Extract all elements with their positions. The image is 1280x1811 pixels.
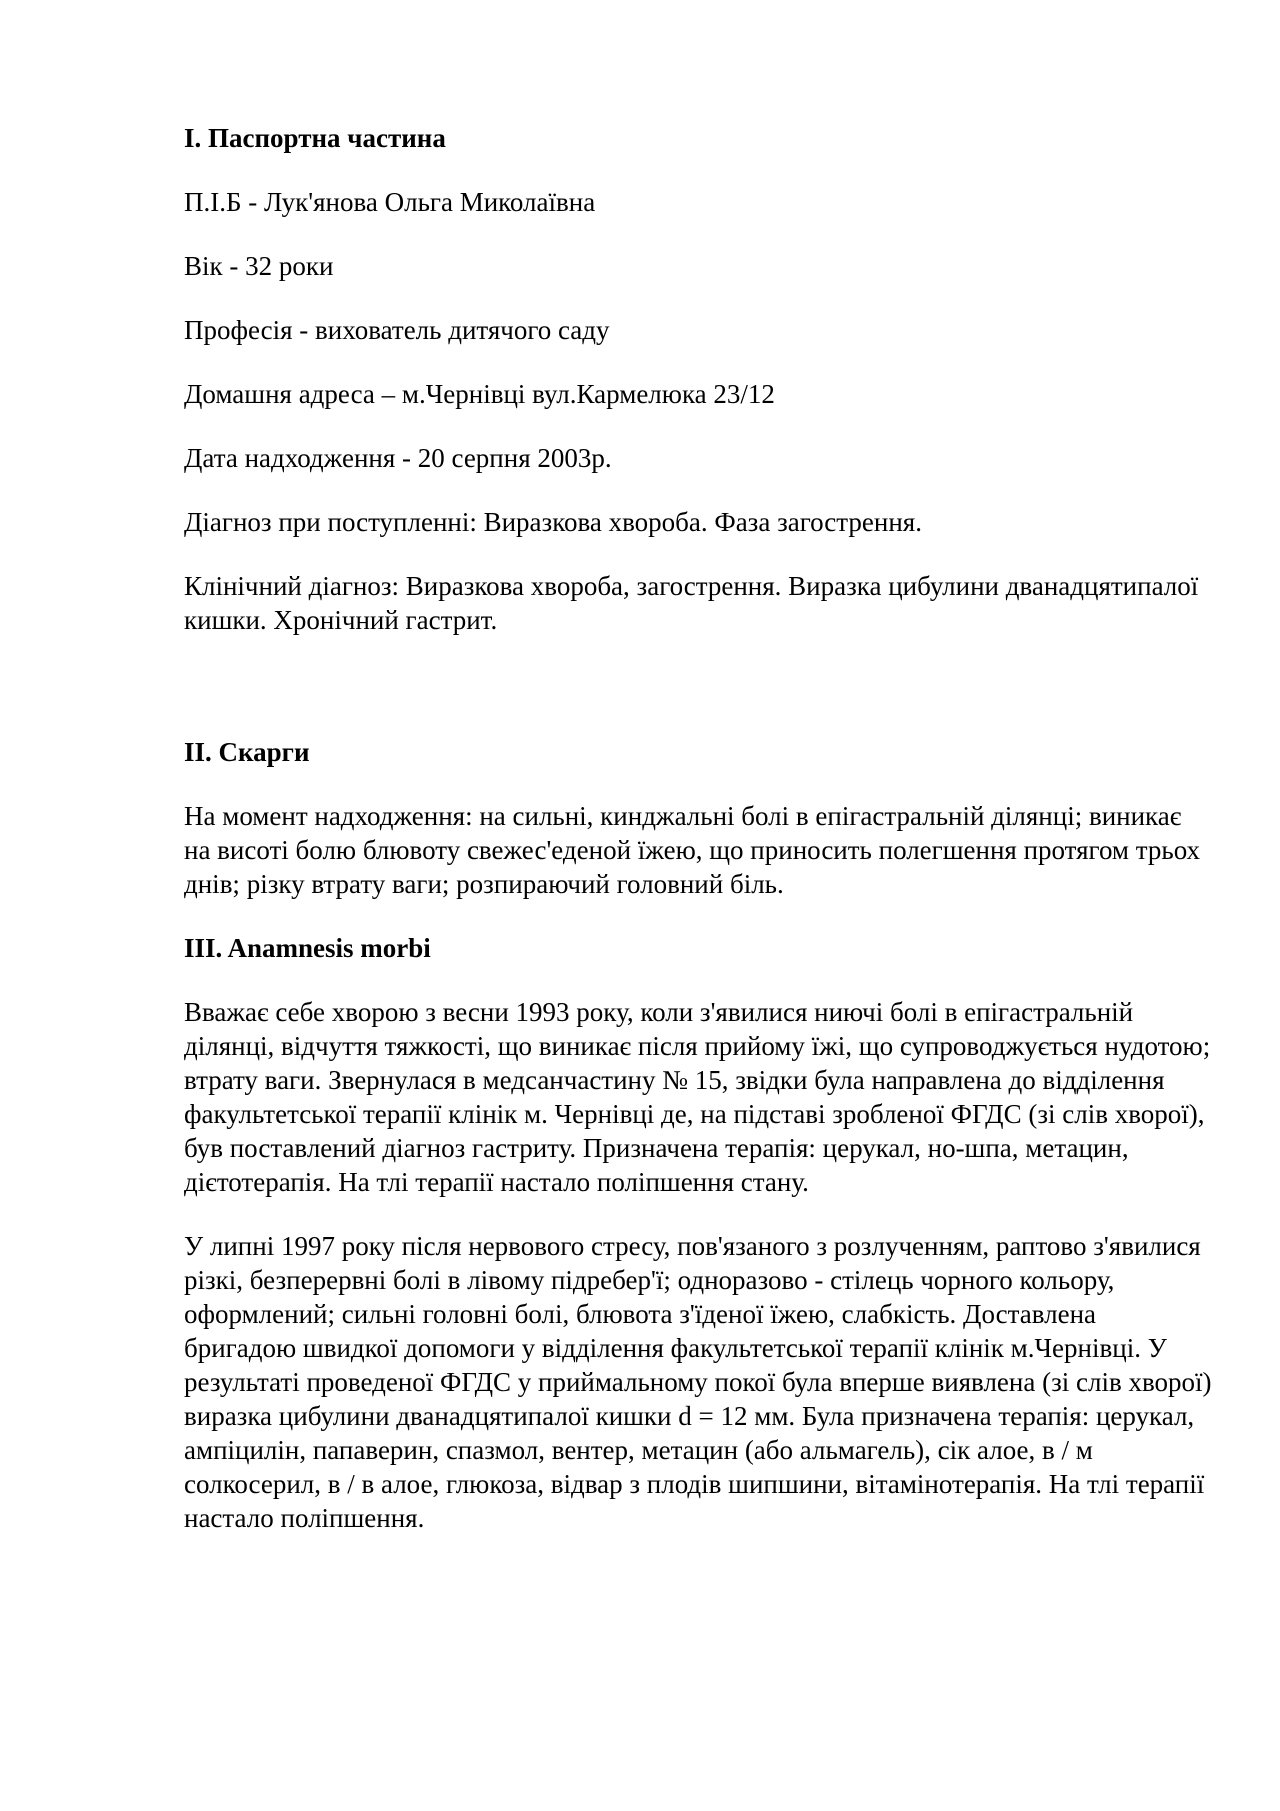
patient-address: Домашня адреса – м.Чернівці вул.Кармелюка 23/12	[184, 379, 775, 409]
document-page	[184, 121, 1214, 1565]
section-heading-complaints: II. Скарги	[184, 737, 310, 767]
clinical-diagnosis: Клінічний діагноз: Виразкова хвороба, загострення. Виразка цибулини дванадцятипалої кишки. Хронічний гастрит.	[184, 571, 1199, 635]
section-spacer	[184, 667, 1214, 735]
anamnesis-paragraph-2: У липні 1997 року після нервового стресу, пов'язаного з розлученням, раптово з'явилися різкі, безперервні болі в лівому підребер'ї; одноразово - стілець чорного кольору, оформлений; сильні головні болі, блювота з'їденої їжею, слабкість. Доставлена бригадою швидкої допомоги у відділення факультетської терапії клінік м.Чернівці. У результаті проведеної ФГДС у приймальному покої була вперше виявлена (зі слів хворої) виразка цибулини дванадцятипалої кишки d = 12 мм. Була призначена терапія: церукал, ампіцилін, папаверин, спазмол, вентер, метацин (або альмагель), сік алое, в / м солкосерил, в / в алое, глюкоза, відвар з плодів шипшини, вітамінотерапія. На тлі терапії настало поліпшення.	[184, 1231, 1212, 1533]
admission-date: Дата надходження - 20 серпня 2003р.	[184, 443, 612, 473]
complaints-text: На момент надходження: на сильні, кинджальні болі в епігастральній ділянці; виникає на висоті болю блювоту свежес'еденой їжею, що приносить полегшення протягом трьох днів; різку втрату ваги; розпираючий головний біль.	[184, 801, 1201, 899]
patient-name: П.І.Б - Лук'янова Ольга Миколаївна	[184, 187, 596, 217]
section-heading-anamnesis: III. Anamnesis morbi	[184, 933, 431, 963]
patient-age: Вік - 32 роки	[184, 251, 334, 281]
patient-profession: Професія - вихователь дитячого саду	[184, 315, 610, 345]
section-heading-passport: I. Паспортна частина	[184, 123, 446, 153]
admission-diagnosis: Діагноз при поступленні: Виразкова хвороба. Фаза загострення.	[184, 507, 922, 537]
anamnesis-paragraph-1: Вважає себе хворою з весни 1993 року, коли з'явилися ниючі болі в епігастральній ділянці, відчуття тяжкості, що виникає після прийому їжі, що супроводжується нудотою; втрату ваги. Звернулася в медсанчастину № 15, звідки була направлена до відділення факультетської терапії клінік м. Чернівці де, на підставі зробленої ФГДС (зі слів хворої), був поставлений діагноз гастриту. Призначена терапія: церукал, но-шпа, метацин, дієтотерапія. На тлі терапії настало поліпшення стану.	[184, 997, 1211, 1197]
